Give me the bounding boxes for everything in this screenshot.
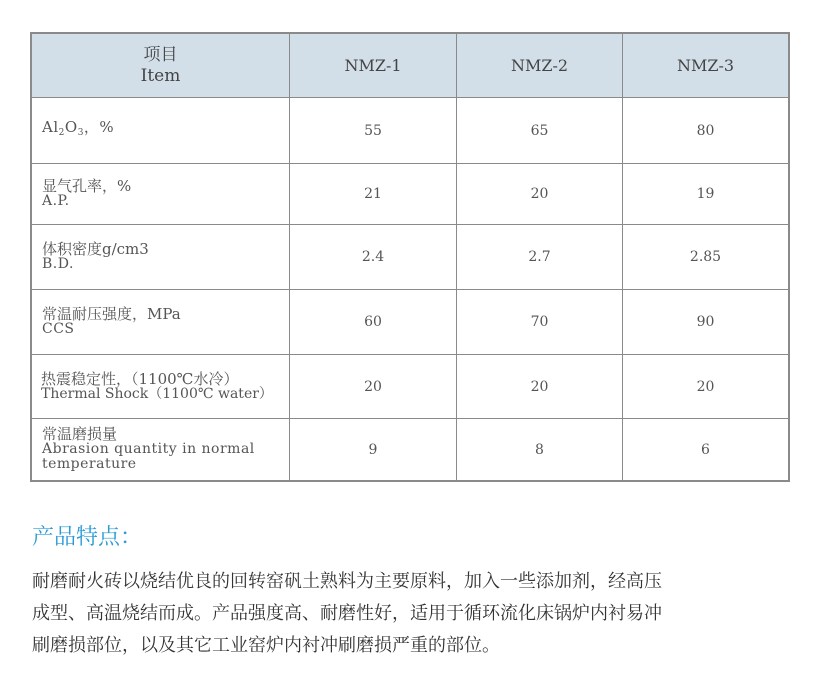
label-en: A.P.: [42, 193, 70, 209]
description-line-2: 成型、高温烧结而成。产品强度高、耐磨性好，适用于循环流化床锅炉内衬易冲: [32, 603, 662, 624]
label-cn: 显气孔率，%: [42, 177, 132, 195]
row-label-al2o3: [32, 98, 290, 163]
label-cn: 体积密度g/cm3: [42, 240, 149, 258]
table-cell: 21: [290, 164, 457, 224]
header-item-en: Item: [140, 65, 181, 86]
description-paragraph: [32, 566, 800, 662]
table-row: [32, 164, 788, 225]
label-en-2: temperature: [42, 456, 137, 472]
table-cell: 80: [696, 122, 715, 139]
row-label-bd: [32, 225, 290, 289]
label-en: B.D.: [42, 256, 74, 272]
table-cell: 20: [290, 355, 457, 418]
header-col-2: NMZ-2: [457, 34, 623, 97]
row-label-ap: [32, 164, 290, 224]
table-cell: 20: [457, 355, 623, 418]
table-cell: 2.7: [457, 225, 623, 289]
properties-table: [30, 32, 790, 482]
table-row: [32, 225, 788, 290]
header-item-cell: [32, 34, 290, 97]
label-cn: 常温磨损量: [42, 425, 118, 443]
row-label-ccs: [32, 290, 290, 354]
header-col-1: NMZ-1: [290, 34, 457, 97]
header-col-3: NMZ-3: [676, 56, 735, 75]
table-row: [32, 419, 788, 480]
table-cell: 2.85: [689, 249, 722, 265]
table-cell: 20: [457, 164, 623, 224]
label-cn: 热震稳定性，（1100℃水冷）: [41, 369, 239, 388]
table-header-row: [32, 34, 788, 98]
table-cell: 6: [701, 441, 710, 458]
section-heading: 产品特点：: [32, 525, 143, 550]
table-cell: 70: [457, 290, 623, 354]
table-cell: 65: [457, 98, 623, 163]
description-line-3: 刷磨损部位，以及其它工业窑炉内衬冲刷磨损严重的部位。: [32, 635, 500, 656]
table-row: [32, 98, 788, 164]
label-en: Thermal Shock（1100℃ water）: [41, 385, 273, 402]
table-cell: 2.4: [290, 225, 457, 289]
label-sub-3: 3: [77, 128, 84, 138]
table-row: [32, 290, 788, 355]
row-label-abrasion: [32, 419, 290, 480]
table-cell: 55: [290, 98, 457, 163]
row-label-thermal-shock: [32, 355, 290, 418]
label-al: Al: [42, 118, 59, 136]
table-cell: 20: [696, 378, 715, 395]
table-cell: 9: [290, 419, 457, 480]
table-cell: 90: [696, 314, 715, 330]
label-en: CCS: [42, 321, 75, 337]
label-o: O: [64, 118, 78, 136]
label-tail: ，%: [83, 118, 115, 136]
table-cell: 19: [696, 186, 715, 202]
description-line-1: 耐磨耐火砖以烧结优良的回转窑矾土熟料为主要原料，加入一些添加剂，经高压: [32, 571, 662, 592]
label-en: Abrasion quantity in normal: [42, 441, 255, 457]
label-sub-2: 2: [58, 128, 65, 138]
table-cell: 60: [290, 290, 457, 354]
table-cell: 8: [457, 419, 623, 480]
label-cn: 常温耐压强度，MPa: [42, 305, 181, 323]
header-item-cn: 项目: [143, 44, 178, 65]
table-row: [32, 355, 788, 419]
